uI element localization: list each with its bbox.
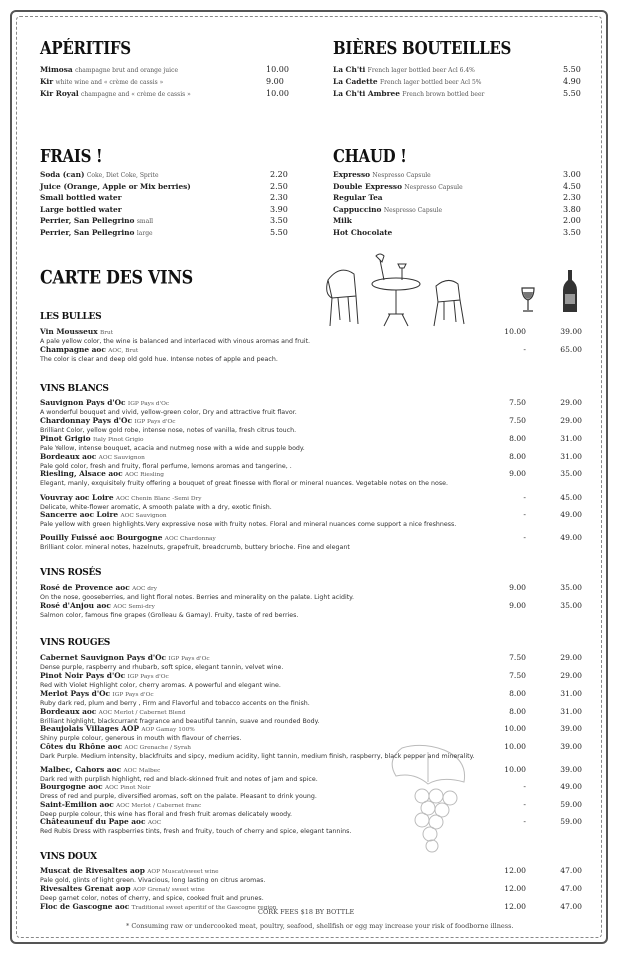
bottle-price: 31.00	[560, 434, 582, 443]
menu-item	[40, 215, 300, 227]
item-price: 5.50	[563, 65, 581, 74]
glass-price: 7.50	[509, 653, 526, 662]
item-desc: white wine and « crème de cassis »	[55, 79, 164, 86]
wine-name: Sancerre aoc Loire	[40, 510, 119, 519]
menu-item	[40, 204, 300, 216]
wine-desc: AOC Sauvignon	[120, 513, 167, 519]
wine-item	[40, 452, 590, 470]
wine-desc: IGP Pays d'Oc	[134, 419, 176, 425]
wine-item	[40, 707, 590, 725]
item-desc: French brown bottled beer	[402, 91, 485, 98]
wine-desc: AOC, Brut	[108, 348, 139, 354]
glass-price: 10.00	[504, 765, 526, 774]
wine-desc: AOC Riesling	[124, 472, 164, 478]
wine-desc: IGP Pays d'Oc	[112, 692, 154, 698]
glass-price: 10.00	[504, 742, 526, 751]
wine-item	[40, 583, 590, 601]
bottle-price: 49.00	[560, 533, 582, 542]
item-desc: Nespresso Capsule	[383, 206, 443, 214]
menu-item	[333, 204, 593, 216]
glass-price: 9.00	[509, 469, 526, 478]
glass-price: 7.50	[509, 671, 526, 680]
wine-item	[40, 434, 590, 452]
wine-name: Malbec, Cahors aoc	[40, 765, 122, 774]
item-desc: champagne brut and orange juice	[75, 67, 178, 74]
menu-item	[333, 192, 593, 204]
wine-note: Dark red with purplish highlight, red and black-skinned fruit and notes of jam and spice.	[40, 776, 318, 783]
wine-name: Rosé d'Anjou aoc	[40, 601, 111, 610]
wine-note: Dark Purple. Medium intensity, blackfruits and sipcy, medium acidity, light tannin, medium finish, raspberry, black pepper and minerality.	[40, 753, 475, 760]
item-name: Expresso	[333, 170, 371, 179]
wine-item	[40, 653, 590, 671]
bottle-price: 47.00	[560, 902, 582, 911]
glass-price: 10.00	[504, 724, 526, 733]
wine-glass-icon	[518, 284, 538, 314]
wine-desc: AOC Chardonnay	[164, 536, 216, 542]
bottle-price: 49.00	[560, 510, 582, 519]
bottle-price: 49.00	[560, 782, 582, 791]
wine-desc: AOP Grenat/ sweet wine	[132, 887, 205, 893]
item-price: 2.20	[270, 170, 288, 179]
item-name: La Cadette	[333, 77, 378, 86]
wine-name: Cabernet Sauvignon Pays d'Oc	[40, 653, 167, 662]
wine-desc: AOC Merlot / Cabernet Blend	[98, 710, 186, 716]
item-desc: French lager bottled beer Acl 5%	[380, 79, 482, 86]
wine-item	[40, 866, 590, 884]
wine-desc: AOP Gamay 100%	[141, 727, 195, 733]
item-desc: champagne and « crème de cassis »	[81, 91, 191, 98]
wine-note: Delicate, white-flower aromatic, A smooth palate with a dry, exotic finish.	[40, 504, 272, 511]
glass-price: 9.00	[509, 601, 526, 610]
wine-desc: IGP Pays d'Oc	[127, 674, 169, 680]
item-name: Mimosa	[40, 65, 73, 74]
wine-note: On the nose, gooseberries, and light floral notes. Berries and minerality on the palate. Light acidity.	[40, 594, 355, 601]
wine-desc: AOC Sauvignon	[98, 455, 145, 461]
bottle-price: 47.00	[560, 884, 582, 893]
item-name: Milk	[333, 216, 352, 225]
wine-desc: AOC Malbec	[123, 768, 161, 774]
wine-note: Red with Violet Highlight color, cherry aromas. A powerful and elegant wine.	[40, 682, 281, 689]
wine-desc: AOC Merlot / Cabernet franc	[116, 802, 202, 809]
item-desc: Nespresso Capsule	[372, 172, 431, 179]
wine-desc: IGP Pays d'Oc	[168, 656, 210, 662]
wine-desc: Italy Pinot Grigio	[92, 437, 144, 443]
glass-price: 12.00	[504, 884, 526, 893]
item-price: 2.30	[270, 193, 288, 202]
wine-name: Bordeaux aoc	[40, 452, 97, 461]
item-price: 10.00	[266, 89, 289, 98]
aperitifs-title: APÉRITIFS	[40, 38, 131, 59]
item-desc: Coke, Diet Coke, Sprite	[86, 172, 159, 179]
item-price: 10.00	[266, 65, 289, 74]
item-name: Regular Tea	[333, 193, 383, 202]
bottle-price: 31.00	[560, 452, 582, 461]
wine-note: Dress of red and purple, diversified aromas, soft on the palate. Pleasant to drink young.	[40, 793, 317, 800]
wine-item	[40, 765, 590, 783]
item-price: 3.90	[270, 204, 288, 214]
bottle-price: 65.00	[560, 345, 582, 354]
wine-item	[40, 724, 590, 742]
item-price: 3.80	[563, 204, 581, 214]
glass-price: 8.00	[509, 689, 526, 698]
menu-item	[333, 76, 593, 88]
menu-item	[40, 192, 300, 204]
menu-item	[40, 88, 300, 100]
wine-desc: AOC	[147, 820, 162, 826]
item-price: 3.50	[270, 216, 288, 225]
wine-item	[40, 817, 590, 835]
glass-price: -	[523, 493, 526, 502]
wine-desc: IGP Pays d'Oc	[127, 401, 170, 407]
bottle-price: 29.00	[560, 398, 582, 407]
item-desc: large	[136, 229, 153, 237]
item-price: 2.00	[563, 216, 581, 225]
wine-bottle-icon	[560, 268, 580, 314]
menu-item	[40, 169, 300, 181]
wine-item	[40, 327, 590, 345]
item-price: 4.50	[563, 181, 581, 191]
bottle-price: 31.00	[560, 689, 582, 698]
glass-price: 10.00	[504, 327, 526, 336]
bottle-price: 39.00	[560, 742, 582, 751]
glass-price: -	[523, 510, 526, 519]
wine-note: Pale gold, glints of light green. Vivacious, long lasting on citrus aromas.	[40, 877, 266, 884]
bottle-price: 39.00	[560, 724, 582, 733]
item-price: 3.00	[563, 170, 581, 179]
wine-item	[40, 416, 590, 434]
menu-item	[40, 227, 300, 239]
bottle-price: 59.00	[560, 817, 582, 826]
item-name: Juice (Orange, Apple or Mix berries)	[40, 181, 191, 191]
rouges-title: VINS ROUGES	[40, 638, 110, 648]
bottle-price: 35.00	[560, 469, 582, 478]
wine-item	[40, 345, 590, 363]
wine-note: A pale yellow color, the wine is balanced and interlaced with vinous aromas and fruit.	[40, 338, 311, 345]
disclaimer: * Consuming raw or undercooked meat, poultry, seafood, shellfish or egg may increase your risk of foodborne illness.	[126, 922, 514, 930]
wine-item	[40, 493, 590, 511]
wine-note: A wonderful bouquet and vivid, yellow-green color, Dry and attractive fruit flavor.	[40, 409, 297, 416]
item-price: 3.50	[563, 227, 581, 237]
wine-note: Brilliant color. mineral notes, hazelnuts, grapefruit, breadcrumb, buttery brioche. Fine and elegant	[40, 544, 350, 551]
glass-price: 9.00	[509, 583, 526, 592]
wine-name: Pinot Noir Pays d'Oc	[40, 671, 126, 680]
wine-desc: Traditional sweet aperitif of the Gascogne region	[131, 905, 277, 911]
menu-item	[333, 64, 593, 76]
item-price: 2.50	[270, 181, 288, 191]
bulles-title: LES BULLES	[40, 312, 102, 322]
wine-name: Floc de Gascogne aoc	[40, 902, 130, 911]
wine-note: Shiny purple colour, generous in mouth with flavour of cherries.	[40, 735, 242, 742]
item-price: 9.00	[266, 77, 284, 86]
item-price: 5.50	[563, 89, 581, 98]
glass-price: -	[523, 799, 526, 809]
wine-item	[40, 398, 590, 416]
vins-title: CARTE DES VINS	[40, 266, 193, 288]
bottle-price: 39.00	[560, 327, 582, 336]
item-name: Kir Royal	[40, 89, 79, 98]
bottle-price: 29.00	[560, 671, 582, 680]
wine-desc: Brut	[100, 330, 114, 336]
wine-item	[40, 800, 590, 818]
bottle-price: 39.00	[560, 765, 582, 774]
glass-price: 7.50	[509, 398, 526, 407]
glass-price: -	[523, 782, 526, 791]
glass-price: 12.00	[504, 866, 526, 875]
wine-name: Pouilly Fuissé aoc Bourgogne	[40, 533, 163, 542]
glass-price: -	[523, 533, 526, 542]
wine-item	[40, 689, 590, 707]
bottle-price: 29.00	[560, 416, 582, 425]
item-name: Double Expresso	[333, 181, 403, 191]
wine-name: Côtes du Rhône aoc	[40, 742, 123, 751]
menu-item	[333, 169, 593, 181]
wine-item	[40, 884, 590, 902]
cork-fees: CORK FEES $18 BY BOTTLE	[258, 908, 355, 916]
item-name: Hot Chocolate	[333, 227, 393, 237]
glass-price: 8.00	[509, 434, 526, 443]
bottle-price: 59.00	[560, 799, 582, 809]
item-desc: small	[136, 218, 154, 225]
wine-item	[40, 671, 590, 689]
wine-desc: AOP Muscat/sweet wine	[147, 869, 219, 875]
glass-price: -	[523, 817, 526, 826]
wine-note: Pale yellow with green highlights.Very expressive nose with fruity notes. Floral and mineral nuances come support a nice freshness.	[40, 521, 457, 528]
bottle-price: 29.00	[560, 653, 582, 662]
item-desc: Nespresso Capsule	[404, 183, 463, 191]
wine-desc: AOC Chenin Blanc -Semi Dry	[115, 496, 202, 502]
wine-note: Brilliant Color, yellow gold robe, intense nose, notes of vanilla, fresh citrus touch.	[40, 427, 297, 434]
blancs-title: VINS BLANCS	[40, 384, 109, 394]
wine-note: The color is clear and deep old gold hue. Intense notes of apple and peach.	[40, 356, 278, 363]
doux-title: VINS DOUX	[40, 852, 97, 862]
wine-item	[40, 510, 590, 528]
item-price: 2.30	[563, 193, 581, 202]
wine-note: Brilliant highlight, blackcurrant fragrance and beautiful tannin, suave and rounded Body.	[40, 718, 320, 725]
item-name: Kir	[40, 77, 54, 86]
glass-price: 12.00	[504, 902, 526, 911]
item-name: Perrier, San Pellegrino	[40, 216, 135, 225]
chaud-title: CHAUD !	[333, 146, 407, 167]
wine-note: Deep purple colour, this wine has floral and fresh fruit aromas delicately woody.	[40, 810, 293, 818]
wine-item	[40, 782, 590, 800]
wine-desc: AOC dry	[132, 586, 158, 592]
wine-desc: AOC Semi-dry	[113, 604, 155, 610]
menu-item	[333, 88, 593, 100]
item-price: 5.50	[270, 227, 288, 237]
item-name: Large bottled water	[40, 204, 122, 214]
wine-name: Merlot Pays d'Oc	[40, 689, 111, 698]
item-price: 4.90	[563, 77, 581, 86]
wine-name: Champagne aoc	[40, 345, 106, 354]
item-name: Small bottled water	[40, 193, 122, 202]
bottle-price: 31.00	[560, 707, 582, 716]
item-name: La Ch'ti Ambree	[333, 89, 400, 98]
item-name: La Ch'ti	[333, 65, 366, 74]
item-desc: French lager bottled beer Acl 6.4%	[367, 67, 475, 74]
wine-name: Bourgogne aoc	[40, 782, 103, 791]
wine-name: Saint-Emilion aoc	[40, 799, 114, 809]
wine-name: Rosé de Provence aoc	[40, 583, 130, 592]
wine-note: Salmon color, famous fine grapes (Grolleau & Gamay). Fruity, taste of red berries.	[40, 612, 299, 619]
wine-note: Deep garnet color, notes of cherry, and spice, cooked fruit and prunes.	[40, 895, 264, 902]
item-name: Soda (can)	[40, 170, 85, 179]
bottle-price: 45.00	[560, 493, 582, 502]
wine-note: Pale gold color, fresh and fruity, floral perfume, lemons aromas and tangerine, .	[40, 463, 292, 470]
wine-item	[40, 742, 590, 760]
bistro-table-illustration	[318, 250, 478, 330]
wine-name: Sauvignon Pays d'Oc	[40, 398, 126, 407]
menu-item	[40, 76, 300, 88]
bieres-title: BIÈRES BOUTEILLES	[333, 38, 512, 59]
glass-price: 8.00	[509, 707, 526, 716]
glass-price: 7.50	[509, 416, 526, 425]
wine-name: Riesling, Alsace aoc	[40, 469, 123, 478]
roses-title: VINS ROSÉS	[40, 568, 102, 578]
wine-note: Pale Yellow, intense bouquet, acacia and nutmeg nose with a wide and supple body.	[40, 445, 305, 452]
wine-note: Ruby dark red, plum and berry , Firm and Flavorful and tobacco accents on the finish.	[40, 700, 310, 707]
wine-name: Pinot Grigio	[40, 434, 91, 443]
menu-item	[40, 181, 300, 193]
wine-name: Rivesaltes Grenat aop	[40, 884, 131, 893]
wine-item	[40, 533, 590, 551]
glass-price: 8.00	[509, 452, 526, 461]
wine-desc: AOC Grenache / Syrah	[124, 745, 191, 751]
wine-name: Vouvray aoc Loire	[40, 493, 114, 502]
wine-name: Vin Mousseux	[40, 327, 98, 336]
wine-note: Dense purple, raspberry and rhubarb, soft spice, elegant tannin, velvet wine.	[40, 664, 284, 671]
menu-item	[40, 64, 300, 76]
frais-title: FRAIS !	[40, 146, 103, 167]
wine-name: Chardonnay Pays d'Oc	[40, 416, 132, 425]
bottle-price: 35.00	[560, 601, 582, 610]
wine-name: Muscat de Rivesaltes aop	[40, 866, 145, 875]
item-name: Perrier, San Pellegrino	[40, 227, 135, 237]
menu-item	[333, 181, 593, 193]
menu-item	[333, 227, 593, 239]
wine-note: Elegant, manly, exquisitely fruity offering a bouquet of great finesse with floral or mineral nuances. Vegetable notes on the nose.	[40, 480, 449, 487]
bottle-price: 35.00	[560, 583, 582, 592]
glass-price: -	[523, 345, 526, 354]
bottle-price: 47.00	[560, 866, 582, 875]
wine-name: Châteauneuf du Pape aoc	[40, 817, 146, 826]
menu-item	[333, 215, 593, 227]
wine-name: Bordeaux aoc	[40, 707, 97, 716]
wine-item	[40, 601, 590, 619]
wine-note: Red Rubis Dress with raspberries tints, fresh and fruity, touch of cherry and spice, elegant tannins.	[40, 828, 352, 835]
wine-desc: AOC Pinot Noir	[104, 785, 151, 791]
wine-item	[40, 469, 590, 487]
wine-name: Beaujolais Villages AOP	[40, 724, 140, 733]
item-name: Cappuccino	[333, 204, 382, 214]
